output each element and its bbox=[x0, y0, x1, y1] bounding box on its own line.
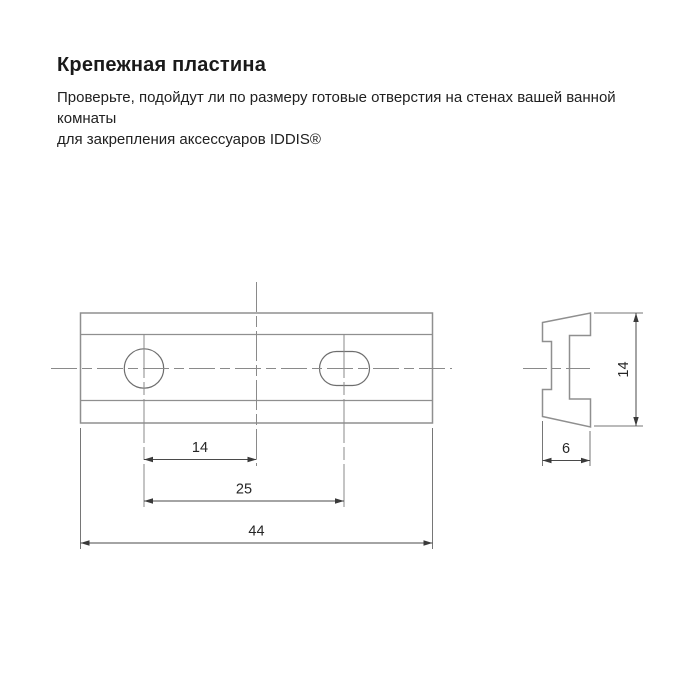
profile-outline bbox=[543, 313, 591, 427]
side-view bbox=[523, 313, 643, 466]
arrow-left-icon bbox=[81, 540, 90, 545]
dimension-depth-label: 6 bbox=[561, 441, 571, 457]
arrow-left-icon bbox=[543, 458, 552, 463]
arrow-left-icon bbox=[144, 498, 153, 503]
arrow-right-icon bbox=[248, 457, 257, 462]
dimension-14 bbox=[144, 440, 257, 462]
page-description-line1: Проверьте, подойдут ли по размеру готовые отверстия на стенах вашей ванной комнаты bbox=[57, 89, 616, 127]
arrow-right-icon bbox=[424, 540, 433, 545]
dimension-25-label: 25 bbox=[235, 481, 253, 498]
dimension-depth-6 bbox=[543, 441, 591, 463]
dimension-25 bbox=[144, 482, 344, 504]
arrow-left-icon bbox=[144, 457, 153, 462]
arrow-down-icon bbox=[633, 417, 638, 426]
arrow-right-icon bbox=[335, 498, 344, 503]
dimension-height-14 bbox=[616, 313, 639, 426]
dimension-height-label: 14 bbox=[616, 361, 632, 378]
arrow-right-icon bbox=[581, 458, 590, 463]
dimension-44 bbox=[81, 524, 433, 546]
dimension-14-label: 14 bbox=[191, 440, 209, 456]
front-view bbox=[51, 282, 452, 549]
arrow-up-icon bbox=[633, 313, 638, 322]
page-description-line2: для закрепления аксессуаров IDDIS® bbox=[57, 131, 321, 148]
dimension-44-label: 44 bbox=[248, 523, 265, 540]
page-title: Крепежная пластина bbox=[57, 54, 267, 76]
